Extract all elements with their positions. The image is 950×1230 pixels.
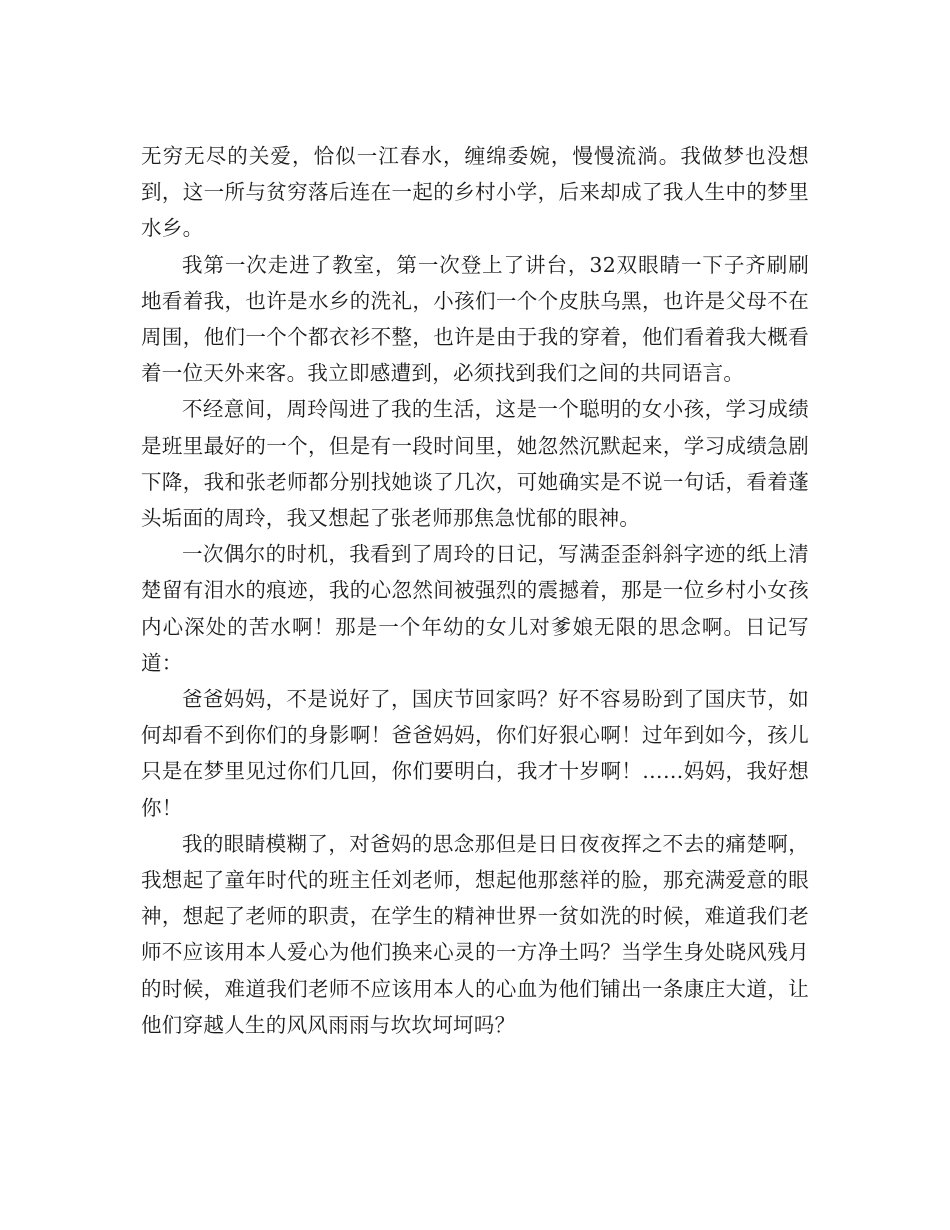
- paragraph: 我的眼睛模糊了，对爸妈的思念那但是日日夜夜挥之不去的痛楚啊，我想起了童年时代的班主任刘老师，想起他那慈祥的脸，那充满爱意的眼神，想起了老师的职责，在学生的精神世界一贫如洗的时候，难道我们老师不应该用本人爱心为他们换来心灵的一方净土吗？当学生身处晓风残月的时候，难道我们老师不应该用本人的心血为他们铺出一条康庄大道，让他们穿越人生的风风雨雨与坎坎坷坷吗？: [141, 831, 809, 1037]
- paragraph: 爸爸妈妈，不是说好了，国庆节回家吗？好不容易盼到了国庆节，如何却看不到你们的身影啊！爸爸妈妈，你们好狠心啊！过年到如今，孩儿只是在梦里见过你们几回，你们要明白，我才十岁啊！……妈妈，我好想你！: [141, 687, 809, 820]
- document-body: [141, 138, 809, 1043]
- paragraph: 一次偶尔的时机，我看到了周玲的日记，写满歪歪斜斜字迹的纸上清楚留有泪水的痕迹，我的心忽然间被强烈的震撼着，那是一位乡村小女孩内心深处的苦水啊！那是一个年幼的女儿对爹娘无限的思念啊。日记写道：: [141, 542, 809, 675]
- paragraph: 不经意间，周玲闯进了我的生活，这是一个聪明的女小孩，学习成绩是班里最好的一个，但是有一段时间里，她忽然沉默起来，学习成绩急剧下降，我和张老师都分别找她谈了几次，可她确实是不说一句话，看着蓬头垢面的周玲，我又想起了张老师那焦急忧郁的眼神。: [141, 397, 809, 531]
- paragraph: 我第一次走进了教室，第一次登上了讲台，32双眼睛一下子齐刷刷地看着我，也许是水乡的洗礼，小孩们一个个皮肤乌黑，也许是父母不在周围，他们一个个都衣衫不整，也许是由于我的穿着，他们看着我大概看着一位天外来客。我立即感遭到，必须找到我们之间的共同语言。: [141, 252, 809, 386]
- paragraph: 无穷无尽的关爱，恰似一江春水，缠绵委婉，慢慢流淌。我做梦也没想到，这一所与贫穷落后连在一起的乡村小学，后来却成了我人生中的梦里水乡。: [141, 144, 809, 241]
